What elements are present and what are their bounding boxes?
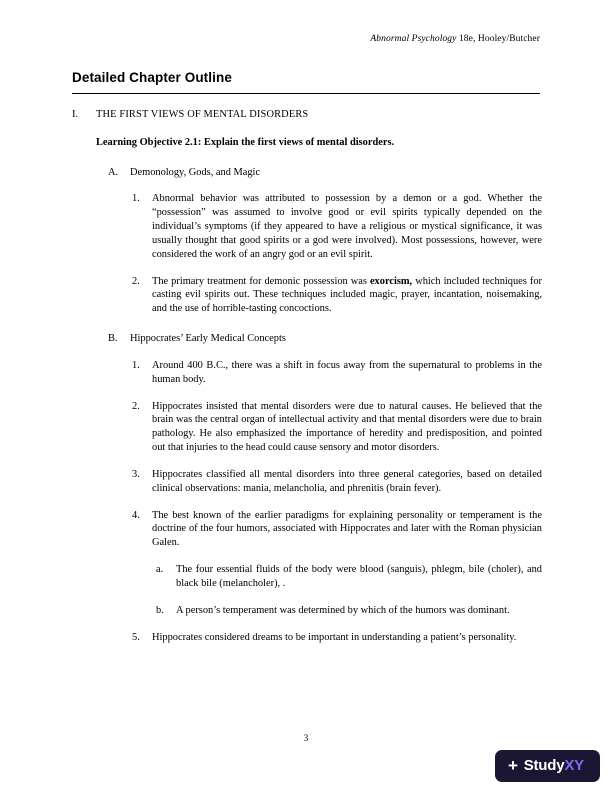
- sub-list-item: [156, 563, 542, 591]
- subsection-letter-a: A.: [108, 166, 119, 178]
- section-heading: [72, 108, 542, 122]
- list-item-number: 4.: [132, 509, 140, 521]
- sub-list-item-text: The four essential fluids of the body were blood (sanguis), phlegm, bile (choler), and black bile (melancholer), .: [176, 564, 542, 589]
- subsection-heading-a: [108, 166, 542, 180]
- list-item-text: Hippocrates insisted that mental disorders were due to natural causes. He believed that the brain was the central organ of intellectual activity and that mental disorders were due to brain pathology. He also emphasized the importance of heredity and predisposition, and pointed out that injuries to the head could cause sensory and motor disorders.: [152, 400, 542, 454]
- list-item: [132, 631, 542, 645]
- header-edition-authors: 18e, Hooley/Butcher: [456, 34, 540, 44]
- title-divider: [72, 93, 540, 94]
- list-item-number: 2.: [132, 275, 140, 287]
- page-number: 3: [303, 733, 309, 743]
- watermark-brand: [524, 757, 584, 774]
- subsection-title-a: Demonology, Gods, and Magic: [130, 166, 261, 178]
- studyxy-watermark: [495, 750, 600, 782]
- list-item: [132, 468, 542, 496]
- section-title: THE FIRST VIEWS OF MENTAL DISORDERS: [96, 109, 309, 120]
- outline-body: [72, 105, 542, 644]
- watermark-brand-xy: XY: [564, 757, 584, 774]
- list-item: [132, 275, 542, 316]
- running-header: [370, 34, 540, 44]
- header-book-title: Abnormal Psychology: [370, 34, 457, 44]
- list-item-text: [152, 275, 542, 316]
- list-item-text: The best known of the earlier paradigms for explaining personality or temperament is the doctrine of the four humors, associated with Hippocrates and later with the Roman physician Galen.: [152, 509, 542, 549]
- list-item-text: Hippocrates classified all mental disorders into three general categories, based on detailed clinical observations: mania, melancholia, and phrenitis (brain fever).: [152, 468, 542, 494]
- list-item-number: 5.: [132, 631, 140, 643]
- plus-icon: +: [507, 756, 518, 775]
- text-after-bold: which included techniques for casting evil spirits out. These techniques included magic, prayer, incantation, noisemaking, and the use of horrible-tasting concoctions.: [152, 275, 542, 315]
- list-item: [132, 400, 542, 455]
- list-item-number: 1.: [132, 359, 140, 371]
- section-numeral: I.: [72, 109, 79, 120]
- watermark-brand-study: Study: [523, 757, 565, 774]
- list-item-text: Around 400 B.C., there was a shift in focus away from the supernatural to problems in the human body.: [152, 359, 542, 385]
- text-before-bold: The primary treatment for demonic possession was: [152, 275, 370, 287]
- page-title: Detailed Chapter Outline: [72, 70, 232, 85]
- list-item-text: Hippocrates considered dreams to be important in understanding a patient’s personality.: [152, 631, 517, 643]
- sub-list-item-letter: a.: [156, 564, 164, 576]
- sub-list-item: [156, 604, 542, 618]
- sub-list-item-text: A person’s temperament was determined by which of the humors was dominant.: [176, 604, 510, 616]
- list-item-number: 3.: [132, 468, 140, 480]
- bold-term: exorcism,: [369, 275, 413, 287]
- list-item-text: Abnormal behavior was attributed to possession by a demon or a god. Whether the “possession” was assumed to involve good or evil spirits typically depended on the individual’s symptoms (if they appeared to have a religious or mystical significance, it was usually thought that good spirits or a god were involved). Most possessions, however, were considered the work of an angry god or an evil spirit.: [152, 193, 542, 260]
- subsection-title-b: Hippocrates’ Early Medical Concepts: [130, 333, 286, 345]
- list-item: [132, 509, 542, 550]
- subsection-letter-b: B.: [108, 333, 118, 345]
- list-item-number: 1.: [132, 193, 140, 205]
- sub-list-item-letter: b.: [156, 604, 164, 616]
- list-item-number: 2.: [132, 400, 140, 412]
- list-item: [132, 359, 542, 387]
- learning-objective: Learning Objective 2.1: Explain the first views of mental disorders.: [96, 136, 395, 148]
- list-item: [132, 192, 542, 261]
- subsection-heading-b: [108, 332, 542, 346]
